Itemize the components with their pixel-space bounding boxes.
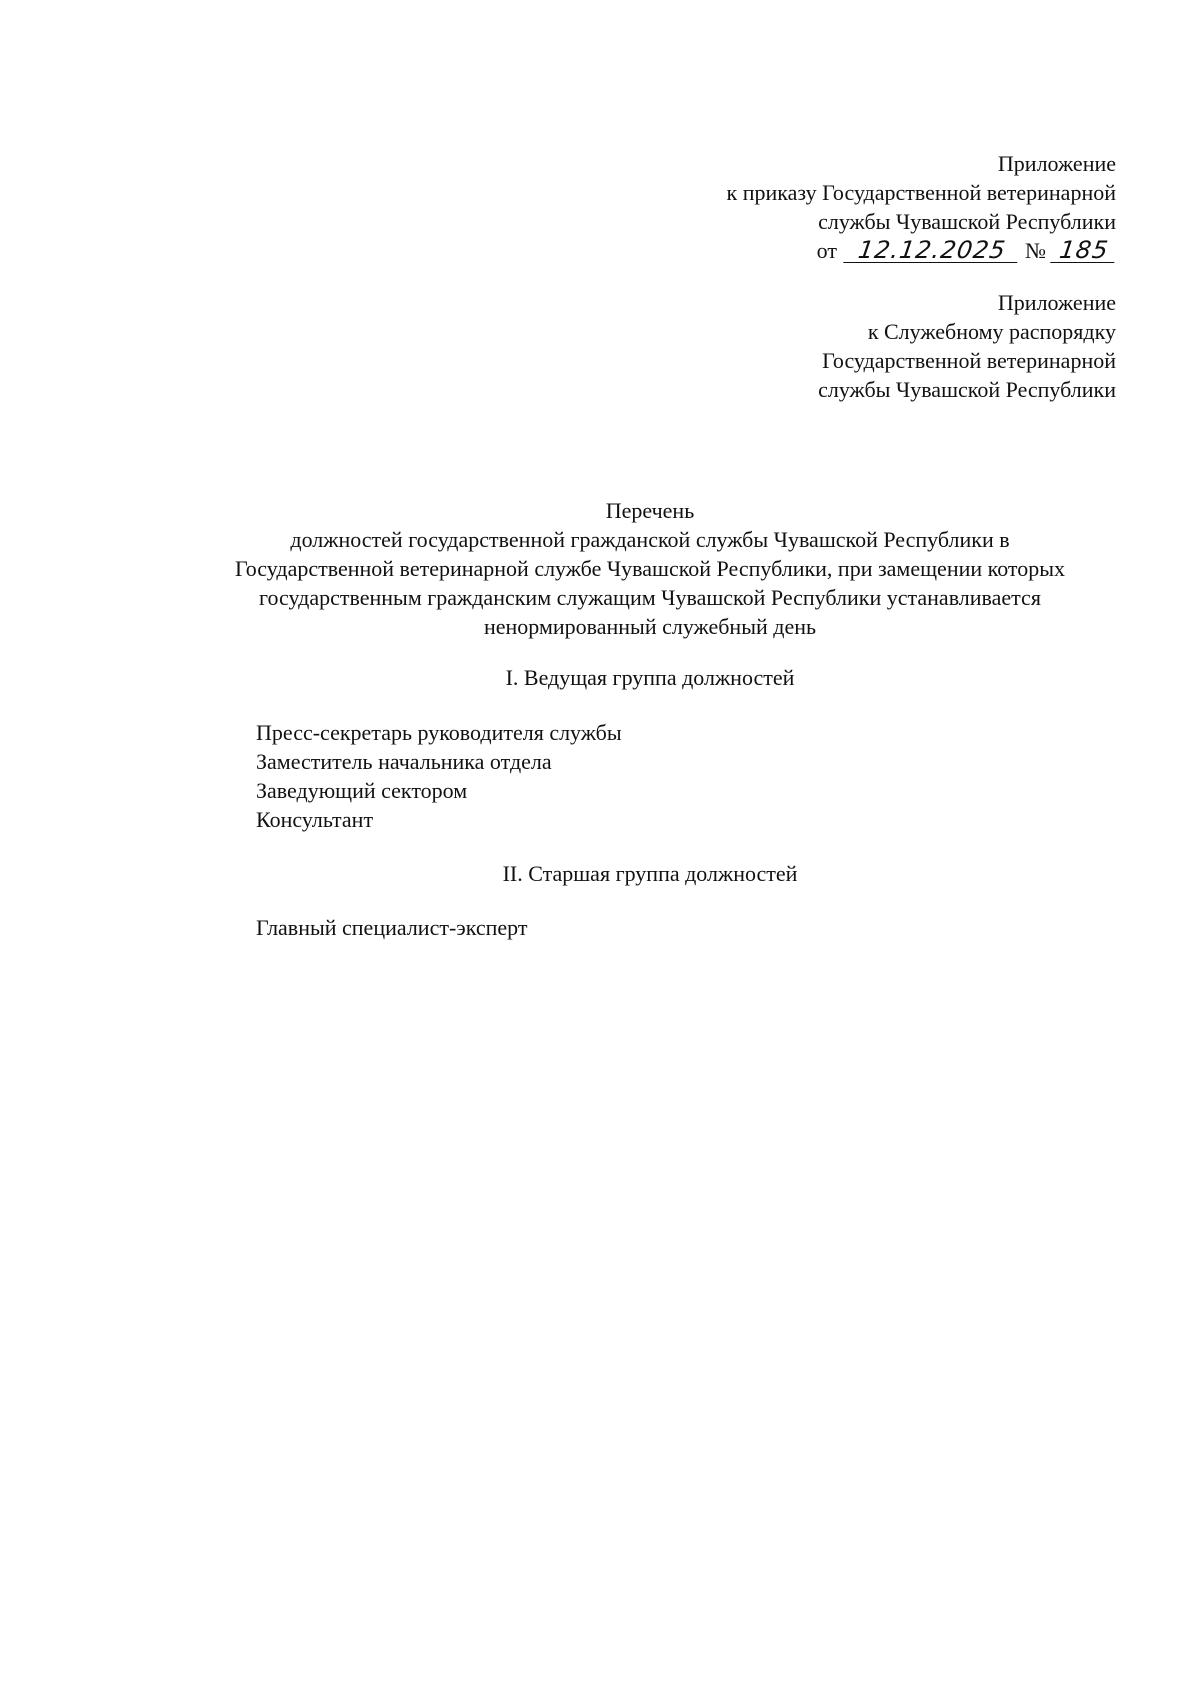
annex-order-block bbox=[727, 149, 1116, 265]
position-list-leading-group bbox=[256, 718, 622, 834]
title-line-4: ненормированный служебный день bbox=[483, 614, 817, 639]
section-heading-senior-group: II. Старшая группа должностей bbox=[502, 861, 798, 886]
position-list-senior-group bbox=[256, 913, 528, 942]
list-item: Консультант bbox=[256, 807, 374, 832]
list-item: Главный специалист-эксперт bbox=[256, 915, 528, 940]
annex-regulation-line-3: Государственной ветеринарной bbox=[822, 348, 1116, 373]
annex-regulation-title: Приложение bbox=[997, 290, 1116, 315]
from-label: от bbox=[816, 238, 837, 263]
list-item: Заведующий сектором bbox=[256, 778, 468, 803]
section-heading-leading-group: I. Ведущая группа должностей bbox=[505, 665, 795, 690]
annex-order-title: Приложение bbox=[997, 151, 1116, 176]
annex-order-line-2: к приказу Государственной ветеринарной bbox=[726, 180, 1116, 205]
order-date-number-line bbox=[727, 236, 1116, 265]
annex-regulation-block bbox=[818, 288, 1116, 404]
title-line-2: Государственной ветеринарной службе Чувашской Республики, при замещении которых bbox=[234, 556, 1066, 581]
number-label: № bbox=[1025, 238, 1046, 263]
annex-order-line-3: службы Чувашской Республики bbox=[818, 209, 1116, 234]
title-line-3: государственным гражданским служащим Чувашской Республики устанавливается bbox=[259, 585, 1041, 610]
handwritten-order-date: 12.12.2025 bbox=[843, 238, 1021, 263]
annex-regulation-line-2: к Служебному распорядку bbox=[867, 319, 1116, 344]
title-line-1: должностей государственной гражданской службы Чувашской Республики в bbox=[290, 527, 1010, 552]
handwritten-order-number: 185 bbox=[1050, 238, 1118, 263]
document-title bbox=[150, 496, 1150, 641]
annex-regulation-line-4: службы Чувашской Республики bbox=[818, 377, 1116, 402]
list-item: Пресс-секретарь руководителя службы bbox=[256, 720, 622, 745]
title-heading: Перечень bbox=[605, 498, 695, 523]
list-item: Заместитель начальника отдела bbox=[256, 749, 552, 774]
